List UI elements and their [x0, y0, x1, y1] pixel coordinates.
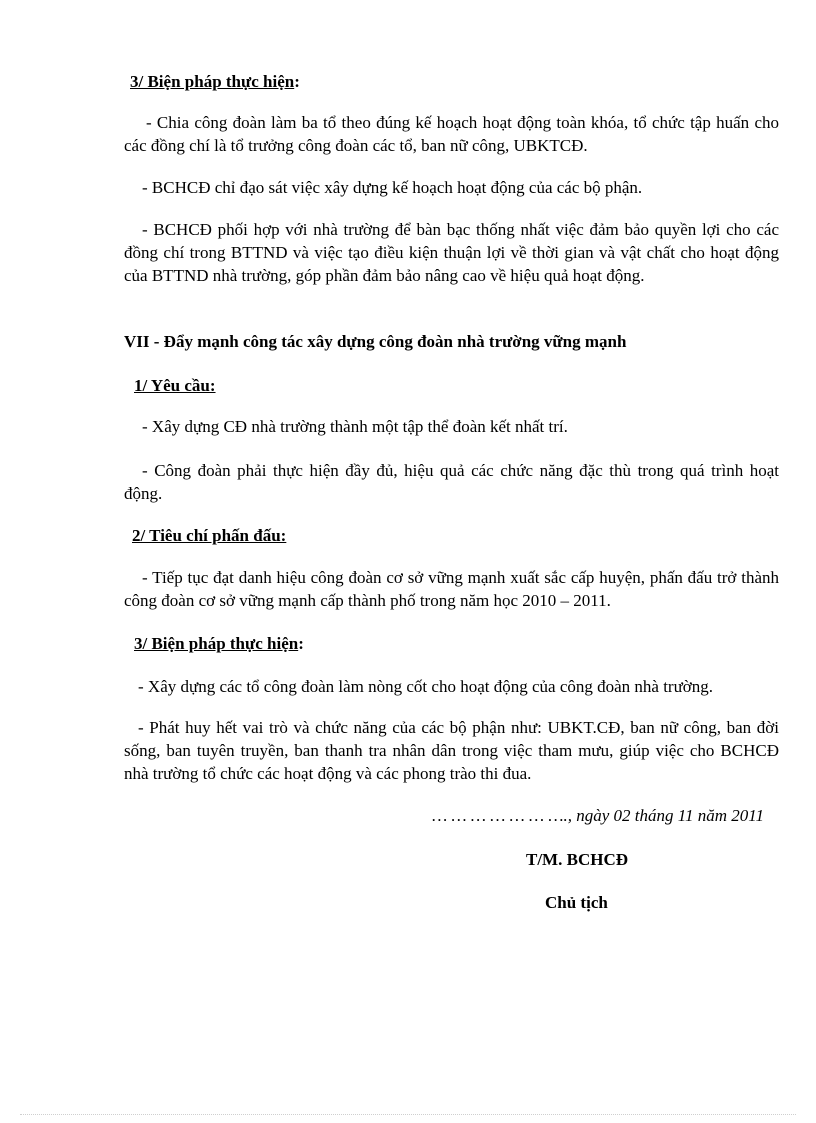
paragraph-measure-1: - Xây dựng các tổ công đoàn làm nòng cốt cho hoạt động của công đoàn nhà trường. [138, 677, 714, 696]
paragraph-requirement-1: - Xây dựng CĐ nhà trường thành một tập thể đoàn kết nhất trí. [142, 417, 568, 436]
paragraph-measure-2: - Phát huy hết vai trò và chức năng của các bộ phận như: UBKT.CĐ, ban nữ công, ban đời sống, ban tuyên truyền, ban thanh tra nhân dân trong việc tham mưu, giúp việc cho BCHCĐ nhà trường tổ chức các hoạt động và các phong trào thi đua. [124, 718, 779, 783]
paragraph-bchcd-direct: - BCHCĐ chỉ đạo sát việc xây dựng kế hoạch hoạt động của các bộ phận. [142, 178, 643, 197]
heading-measures-vi [130, 70, 785, 93]
heading-criteria: 2/ Tiêu chí phấn đấu: [132, 526, 287, 545]
page-bottom-divider [20, 1114, 796, 1115]
paragraph-divide-groups: - Chia công đoàn làm ba tổ theo đúng kế hoạch hoạt động toàn khóa, tổ chức tập huấn cho các đồng chí là tổ trưởng công đoàn các tổ, ban nữ công, UBKTCĐ. [124, 113, 779, 155]
heading-colon: : [294, 72, 300, 91]
heading-text: 3/ Biện pháp thực hiện [130, 72, 295, 91]
paragraph-bchcd-coordinate: - BCHCĐ phối hợp với nhà trường để bàn bạc thống nhất việc đảm bảo quyền lợi cho các đồng chí trong BTTND và việc tạo điều kiện thuận lợi về thời gian và vật chất cho hoạt động của BTTND nhà trường, góp phần đảm bảo nâng cao về hiệu quả hoạt động. [124, 220, 779, 285]
paragraph-requirement-2: - Công đoàn phải thực hiện đầy đủ, hiệu quả các chức năng đặc thù trong quá trình hoạt động. [124, 461, 779, 503]
heading-colon: : [298, 634, 304, 653]
signature-title: Chủ tịch [545, 893, 608, 912]
paragraph-criteria-1: - Tiếp tục đạt danh hiệu công đoàn cơ sở vững mạnh xuất sắc cấp huyện, phấn đấu trở thành công đoàn cơ sở vững mạnh cấp thành phố trong năm học 2010 – 2011. [124, 568, 779, 610]
date-line: … … … … … … …., ngày 02 tháng 11 năm 2011 [432, 806, 764, 825]
signature-role: T/M. BCHCĐ [526, 850, 628, 869]
heading-measures-vii [134, 632, 789, 655]
heading-requirements: 1/ Yêu cầu: [134, 376, 216, 395]
section-vii-title: VII - Đẩy mạnh công tác xây dựng công đoàn nhà trường vững mạnh [124, 332, 627, 351]
heading-text: 3/ Biện pháp thực hiện [134, 634, 299, 653]
